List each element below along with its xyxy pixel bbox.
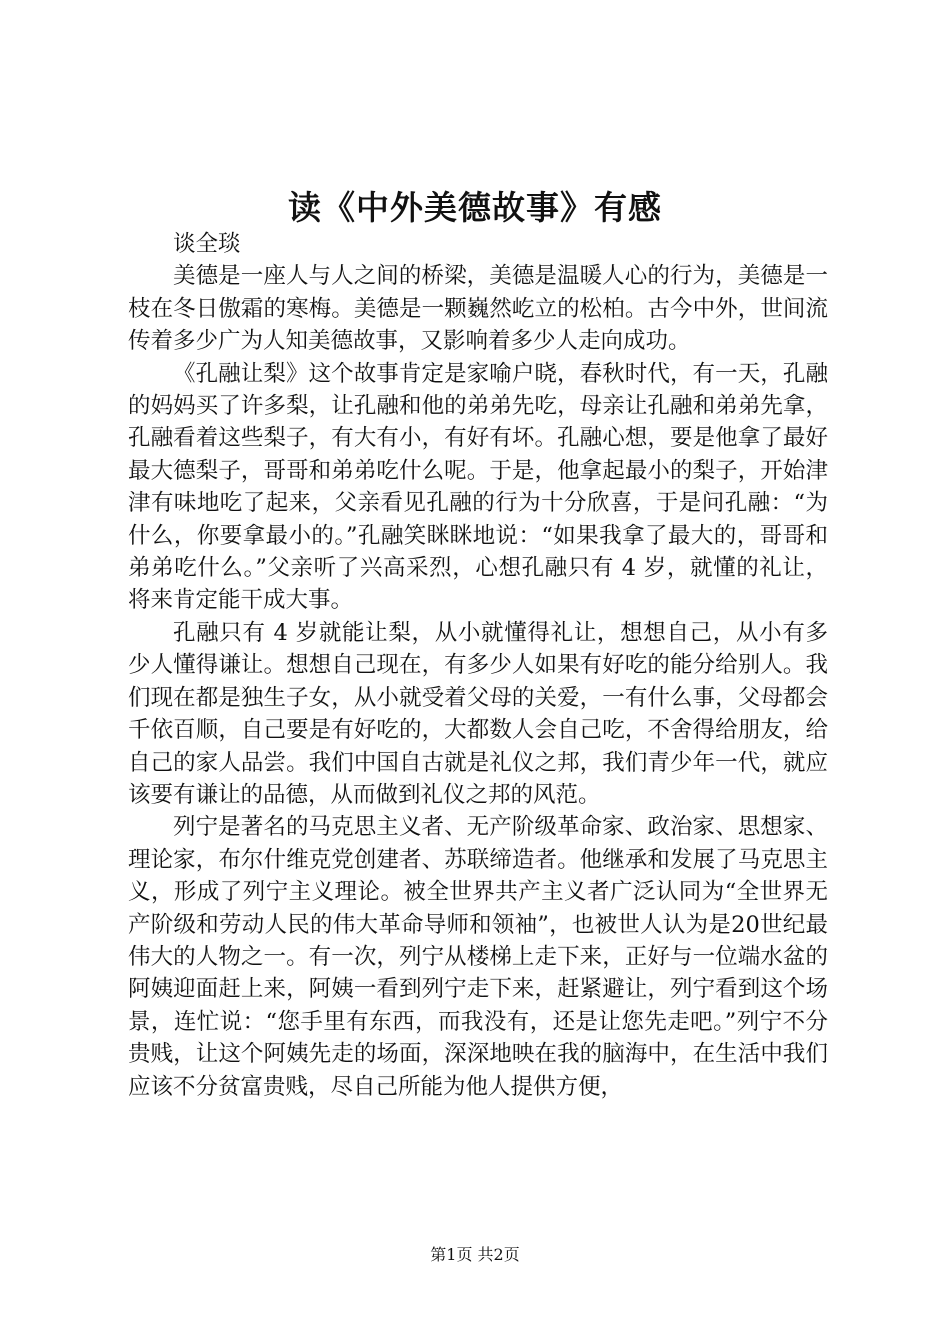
paragraph-intro: 美德是一座人与人之间的桥梁，美德是温暖人心的行为，美德是一枝在冬日傲霜的寒梅。美德是一颗巍然屹立的松柏。古今中外，世间流传着多少广为人知美德故事，又影响着多少人走向成功。 xyxy=(128,263,828,355)
paragraph-kongrong-story: 《孔融让梨》这个故事肯定是家喻户晓，春秋时代，有一天，孔融的妈妈买了许多梨，让孔融和他的弟弟先吃，母亲让孔融和弟弟先拿，孔融看着这些梨子，有大有小，有好有坏。孔融心想，要是他拿了最好最大德梨子，哥哥和弟弟吃什么呢。于是，他拿起最小的梨子，开始津津有味地吃了起来，父亲看见孔融的行为十分欣喜，于是问孔融：“为什么，你要拿最小的。”孔融笑眯眯地说：“如果我拿了最大的，哥哥和弟弟吃什么。”父亲听了兴高采烈，心想孔融只有 4 岁，就懂的礼让，将来肯定能干成大事。 xyxy=(128,360,828,614)
document-title: 读《中外美德故事》有感 xyxy=(288,188,662,227)
document-body xyxy=(128,228,828,1103)
paragraph-lenin-story: 列宁是著名的马克思主义者、无产阶级革命家、政治家、思想家、理论家，布尔什维克党创建者、苏联缔造者。他继承和发展了马克思主义，形成了列宁主义理论。被全世界共产主义者广泛认同为“全世界无产阶级和劳动人民的伟大革命导师和领袖”，也被世人认为是20世纪最伟大的人物之一。有一次，列宁从楼梯上走下来，正好与一位端水盆的阿姨迎面赶上来，阿姨一看到列宁走下来，赶紧避让，列宁看到这个场景，连忙说：“您手里有东西，而我没有，还是让您先走吧。”列宁不分贵贱，让这个阿姨先走的场面，深深地映在我的脑海中，在生活中我们应该不分贫富贵贱，尽自己所能为他人提供方便， xyxy=(128,814,828,1100)
page-footer: 第1页 共2页 xyxy=(430,1245,520,1264)
author-name: 谈全琰 xyxy=(173,231,241,257)
paragraph-reflection: 孔融只有 4 岁就能让梨，从小就懂得礼让，想想自己，从小有多少人懂得谦让。想想自己现在，有多少人如果有好吃的能分给别人。我们现在都是独生子女，从小就受着父母的关爱，一有什么事，父母都会千依百顺，自己要是有好吃的，大都数人会自己吃，不舍得给朋友，给自己的家人品尝。我们中国自古就是礼仪之邦，我们青少年一代，就应该要有谦让的品德，从而做到礼仪之邦的风范。 xyxy=(128,619,828,808)
